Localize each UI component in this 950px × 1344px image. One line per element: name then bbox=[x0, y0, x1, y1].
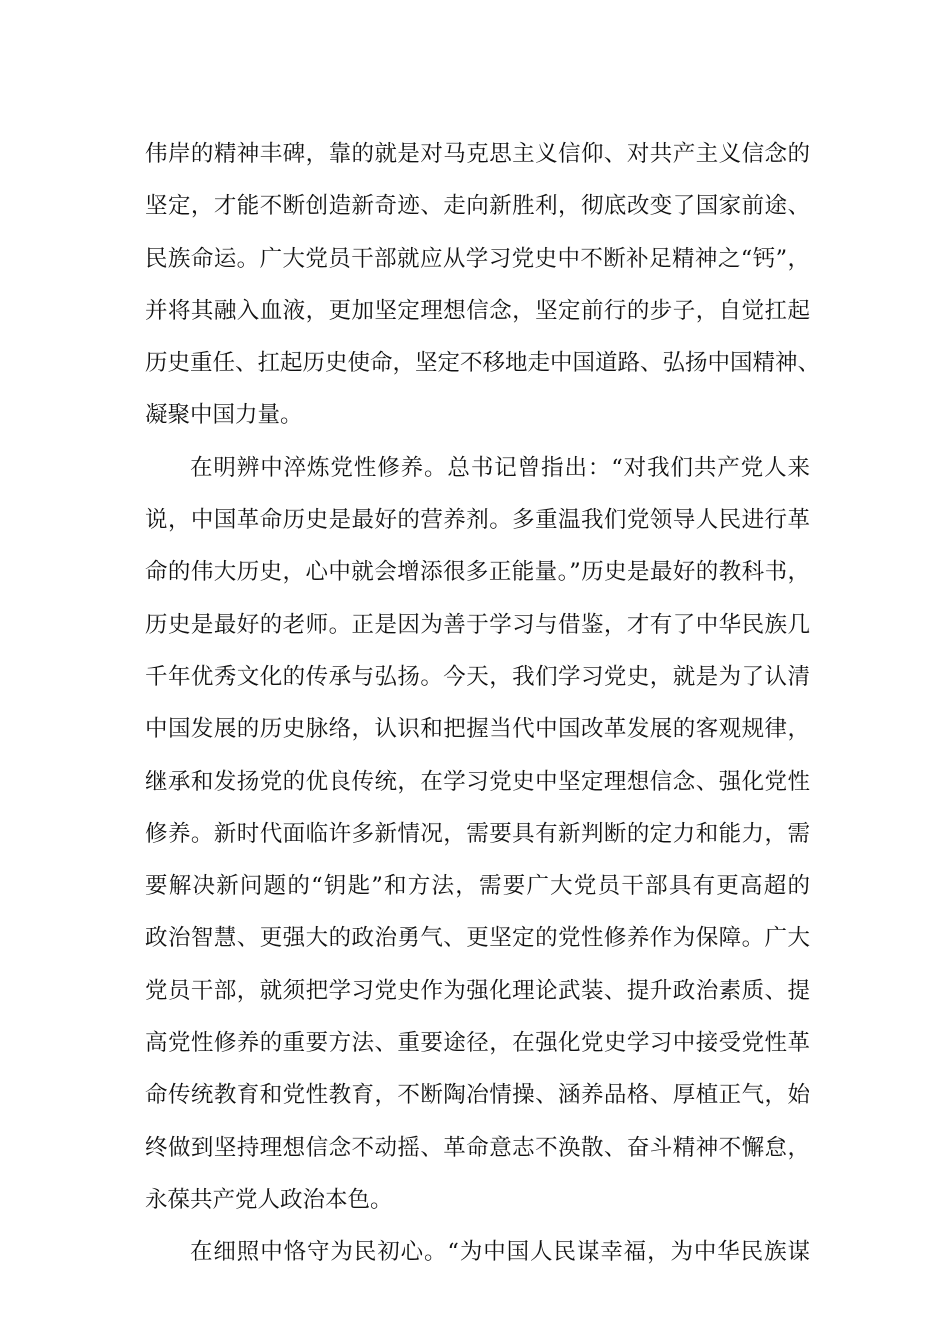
text-line: 历史是最好的老师。正是因为善于学习与借鉴，才有了中华民族几 bbox=[145, 611, 810, 638]
paragraph-2 bbox=[145, 442, 810, 1226]
text-line: 坚定，才能不断创造新奇迹、走向新胜利，彻底改变了国家前途、 bbox=[145, 193, 810, 220]
paragraph-1 bbox=[145, 128, 821, 442]
text-line: 命的伟大历史，心中就会增添很多正能量。”历史是最好的教科书， bbox=[145, 559, 810, 586]
text-line: 中国发展的历史脉络，认识和把握当代中国改革发展的客观规律， bbox=[145, 716, 810, 743]
text-line: 在明辨中淬炼党性修养。总书记曾指出：“对我们共产党人来 bbox=[190, 454, 810, 481]
text-line: 修养。新时代面临许多新情况，需要具有新判断的定力和能力，需 bbox=[145, 820, 810, 847]
text-line: 凝聚中国力量。 bbox=[145, 402, 303, 429]
text-line: 并将其融入血液，更加坚定理想信念，坚定前行的步子，自觉扛起 bbox=[145, 297, 810, 324]
text-line: 继承和发扬党的优良传统，在学习党史中坚定理想信念、强化党性 bbox=[145, 768, 810, 795]
text-line: 民族命运。广大党员干部就应从学习党史中不断补足精神之“钙”， bbox=[145, 245, 810, 272]
body-text bbox=[145, 128, 821, 1279]
text-line: 政治智慧、更强大的政治勇气、更坚定的党性修养作为保障。广大 bbox=[145, 925, 810, 952]
text-line: 命传统教育和党性教育，不断陶冶情操、涵养品格、厚植正气，始 bbox=[145, 1082, 810, 1109]
text-line: 要解决新问题的“钥匙”和方法，需要广大党员干部具有更高超的 bbox=[145, 873, 810, 900]
text-line: 在细照中恪守为民初心。“为中国人民谋幸福，为中华民族谋 bbox=[190, 1239, 810, 1266]
text-line: 高党性修养的重要方法、重要途径，在强化党史学习中接受党性革 bbox=[145, 1030, 810, 1057]
text-line: 党员干部，就须把学习党史作为强化理论武装、提升政治素质、提 bbox=[145, 977, 810, 1004]
text-line: 永葆共产党人政治本色。 bbox=[145, 1186, 393, 1213]
text-line: 伟岸的精神丰碑，靠的就是对马克思主义信仰、对共产主义信念的 bbox=[145, 141, 810, 167]
text-line: 历史重任、扛起历史使命，坚定不移地走中国道路、弘扬中国精神、 bbox=[145, 350, 821, 377]
text-line: 千年优秀文化的传承与弘扬。今天，我们学习党史，就是为了认清 bbox=[145, 663, 810, 690]
paragraph-3 bbox=[145, 1226, 810, 1278]
text-line: 终做到坚持理想信念不动摇、革命意志不涣散、奋斗精神不懈怠， bbox=[145, 1134, 810, 1161]
text-line: 说，中国革命历史是最好的营养剂。多重温我们党领导人民进行革 bbox=[145, 507, 810, 534]
